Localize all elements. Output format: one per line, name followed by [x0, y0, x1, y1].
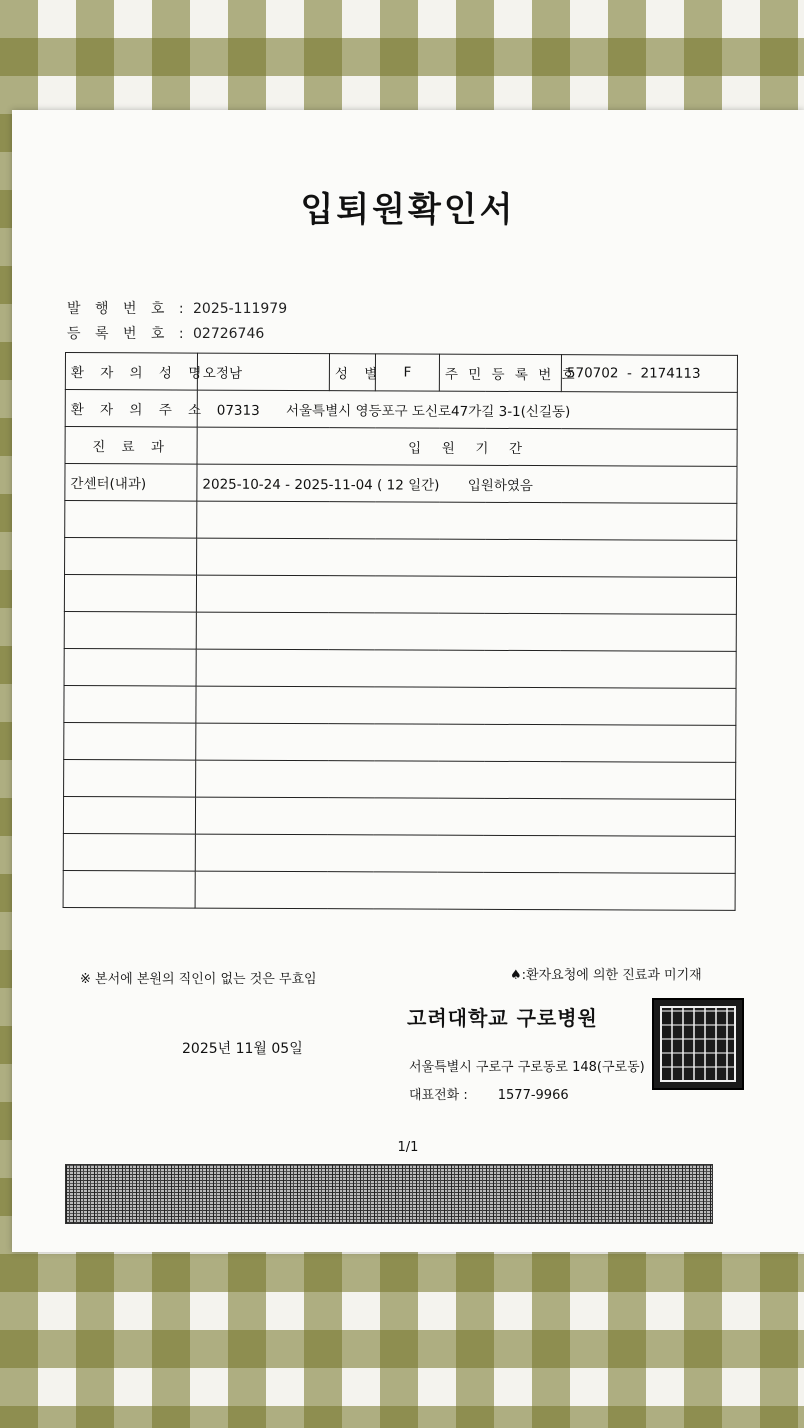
patient-name-label: 환 자 의 성 명	[65, 353, 197, 391]
dept-header: 진 료 과	[65, 427, 197, 465]
patient-address-cell	[197, 390, 737, 429]
issue-number-value: 2025-111979	[193, 301, 288, 317]
table-row	[64, 722, 736, 762]
patient-name-value: 오정남	[197, 353, 329, 391]
registration-number-label: 등 록 번 호 :	[67, 326, 189, 342]
table-row	[64, 575, 736, 615]
period-cell	[196, 575, 736, 614]
dept-cell	[65, 501, 197, 539]
patient-address-value: 서울특별시 영등포구 도신로47가길 3-1(신길동)	[285, 402, 571, 421]
dept-cell	[64, 648, 196, 686]
invalid-without-seal-note: ※ 본서에 본원의 직인이 없는 것은 무효임	[80, 972, 317, 987]
issue-number-label: 발 행 번 호 :	[67, 301, 189, 317]
period-cell	[196, 686, 736, 725]
hospital-phone-line	[409, 1084, 569, 1103]
rrn-value: 570702 - 2174113	[561, 355, 737, 393]
patient-address-label: 환 자 의 주 소	[65, 390, 197, 428]
period-cell	[197, 501, 737, 540]
table-row	[63, 870, 735, 910]
table-row	[65, 538, 737, 578]
table-header-row	[65, 427, 737, 467]
period-cell	[195, 834, 735, 873]
table-row	[63, 833, 735, 873]
document-title: 입퇴원확인서	[300, 190, 516, 230]
hospital-name: 고려대학교 구로병원	[407, 1006, 598, 1030]
period-cell	[196, 649, 736, 688]
phone-number: 1577-9966	[497, 1088, 569, 1103]
dept-cell	[63, 870, 195, 908]
phone-label: 대표전화 :	[409, 1088, 468, 1103]
patient-address-row	[65, 390, 737, 430]
sex-value: F	[375, 354, 439, 391]
dept-cell	[63, 833, 195, 871]
period-cell	[196, 760, 736, 799]
dept-cell: 간센터(내과)	[65, 464, 197, 502]
period-cell	[197, 464, 737, 503]
dept-cell	[64, 722, 196, 760]
dept-cell	[64, 685, 196, 723]
sex-label: 성 별	[329, 354, 375, 391]
admission-status: 입원하였음	[467, 477, 534, 495]
dept-omitted-note: ♠:환자요청에 의한 진료과 미기재	[510, 968, 702, 983]
period-header: 입 원 기 간	[197, 427, 737, 466]
period-value: 2025-10-24 - 2025-11-04 ( 12 일간)	[202, 476, 440, 494]
document-paper	[12, 110, 804, 1252]
dept-cell	[63, 796, 195, 834]
table-row	[64, 759, 736, 799]
registration-number-line	[67, 323, 264, 343]
admission-table	[63, 352, 738, 911]
table-row	[64, 611, 736, 651]
period-cell	[195, 871, 735, 910]
period-cell	[196, 612, 736, 651]
page-number: 1/1	[397, 1140, 419, 1155]
patient-name-row	[65, 353, 737, 393]
period-cell	[195, 797, 735, 836]
hospital-seal-stamp	[652, 998, 744, 1090]
table-row	[64, 648, 736, 688]
empty-rows	[63, 501, 737, 911]
barcode	[65, 1164, 713, 1224]
hospital-address: 서울특별시 구로구 구로동로 148(구로동)	[409, 1060, 645, 1075]
period-cell	[197, 538, 737, 577]
dept-cell	[64, 611, 196, 649]
postal-code: 07313	[216, 402, 260, 419]
period-cell	[196, 723, 736, 762]
table-row	[64, 685, 736, 725]
dept-cell	[64, 575, 196, 613]
table-row	[63, 796, 735, 836]
table-row	[65, 501, 737, 541]
registration-number-value: 02726746	[193, 326, 265, 342]
table-row	[65, 464, 737, 504]
issue-date: 2025년 11월 05일	[182, 1041, 303, 1057]
rrn-label: 주 민 등 록 번 호	[439, 354, 561, 392]
dept-cell	[65, 538, 197, 576]
issue-number-line	[67, 298, 287, 318]
dept-cell	[64, 759, 196, 797]
